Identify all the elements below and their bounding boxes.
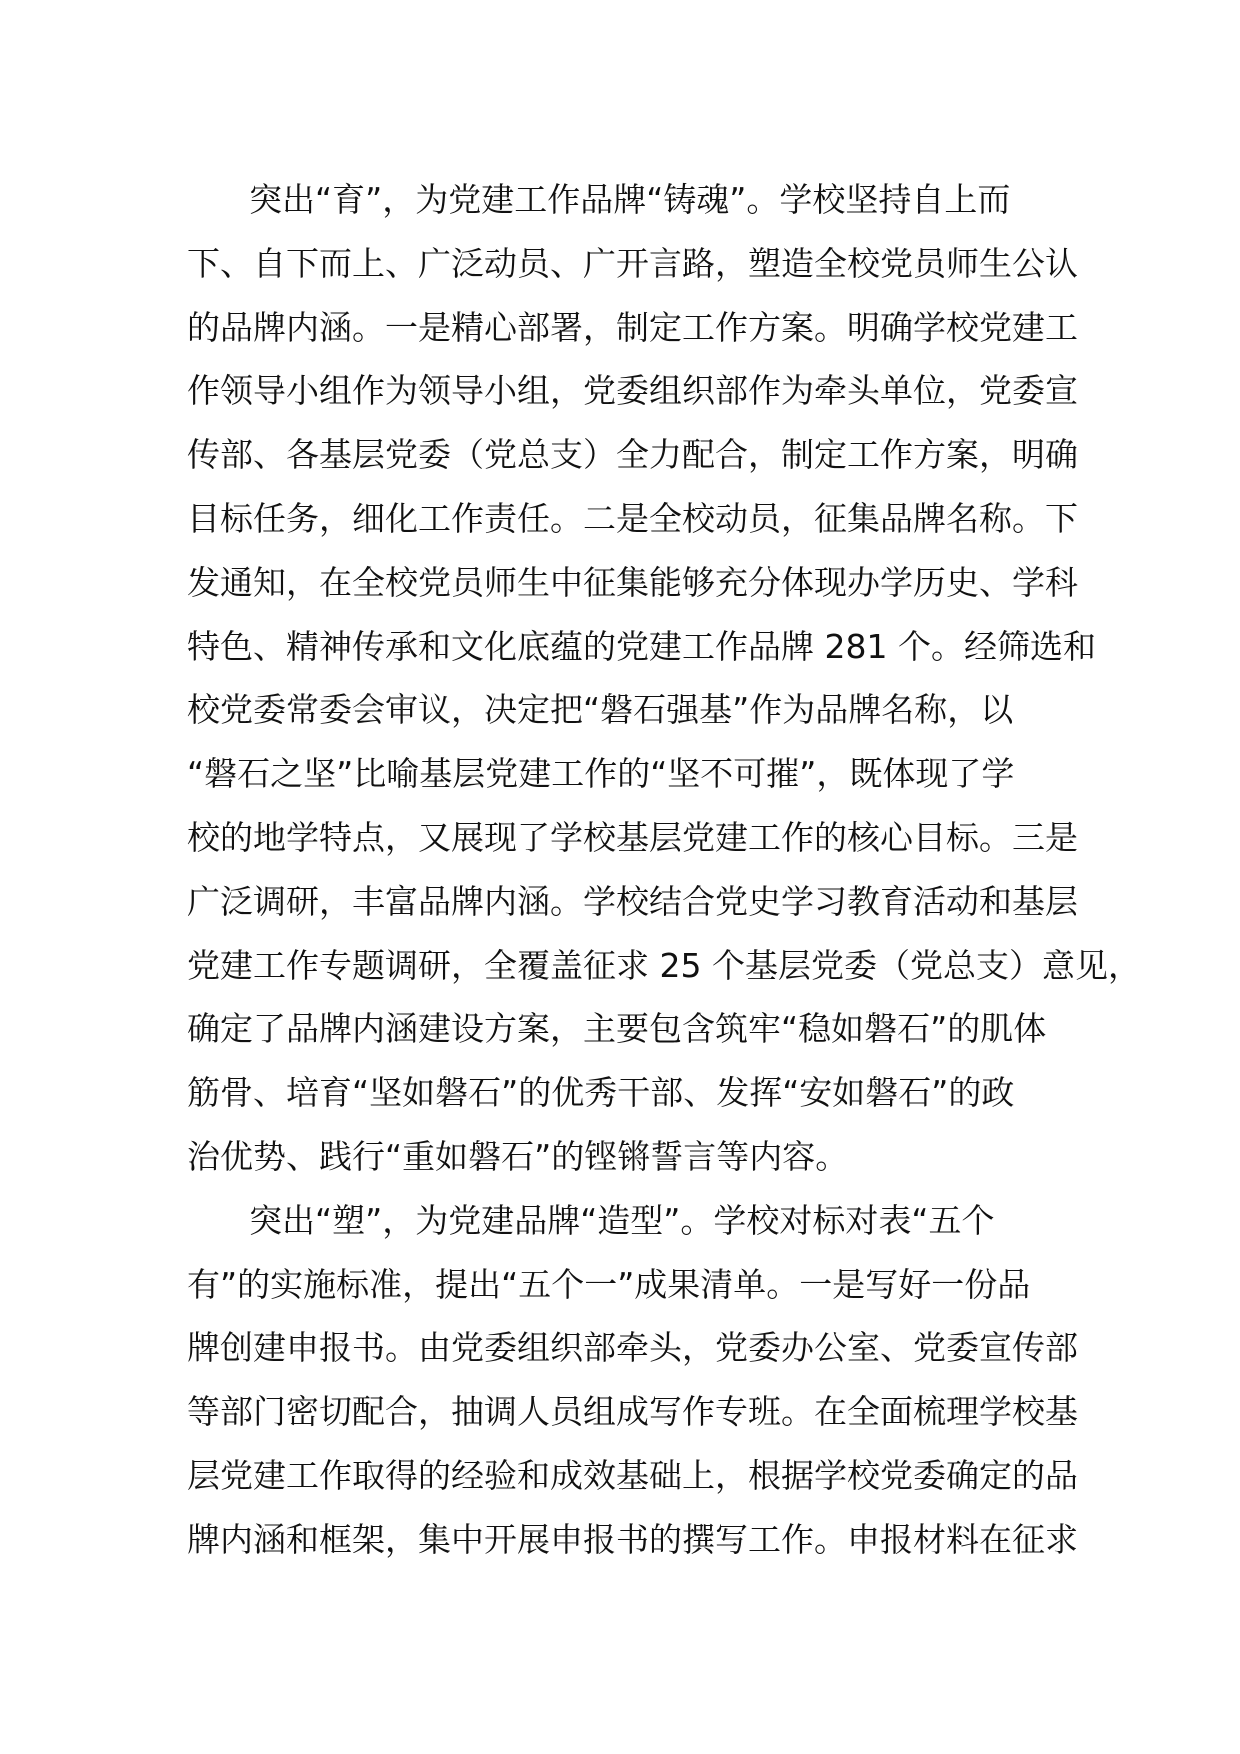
paragraph-1	[187, 168, 1141, 1189]
paragraph-line: 校的地学特点，又展现了学校基层党建工作的核心目标。三是	[187, 817, 1078, 857]
paragraph-line: 牌创建申报书。由党委组织部牵头，党委办公室、党委宣传部	[187, 1328, 1078, 1368]
paragraph-line: 校党委常委会审议，决定把“磐石强基”作为品牌名称，以	[187, 690, 1014, 730]
paragraph-line: 的品牌内涵。一是精心部署，制定工作方案。明确学校党建工	[187, 307, 1078, 347]
paragraph-line: 作领导小组作为领导小组，党委组织部作为牵头单位，党委宣	[187, 371, 1078, 411]
paragraph-line: “磐石之坚”比喻基层党建工作的“坚不可摧”，既体现了学	[187, 754, 1015, 794]
paragraph-line: 突出“育”，为党建工作品牌“铸魂”。学校坚持自上而	[249, 180, 1011, 219]
paragraph-line: 层党建工作取得的经验和成效基础上，根据学校党委确定的品	[187, 1455, 1078, 1495]
paragraph-line: 下、自下而上、广泛动员、广开言路，塑造全校党员师生公认	[187, 243, 1078, 283]
paragraph-line: 牌内涵和框架，集中开展申报书的撰写工作。申报材料在征求	[187, 1519, 1078, 1559]
paragraph-2	[187, 1189, 1087, 1572]
paragraph-line: 突出“塑”，为党建品牌“造型”。学校对标对表“五个	[249, 1200, 995, 1240]
paragraph-line: 特色、精神传承和文化底蕴的党建工作品牌 281 个。经筛选和	[187, 626, 1096, 666]
paragraph-line: 治优势、践行“重如磐石”的铿锵誓言等内容。	[187, 1136, 849, 1176]
paragraph-line: 传部、各基层党委（党总支）全力配合，制定工作方案，明确	[187, 435, 1078, 475]
paragraph-line: 目标任务，细化工作责任。二是全校动员，征集品牌名称。下	[187, 498, 1078, 538]
paragraph-line: 党建工作专题调研，全覆盖征求 25 个基层党委（党总支）意见，	[187, 945, 1141, 985]
paragraph-line: 广泛调研，丰富品牌内涵。学校结合党史学习教育活动和基层	[187, 881, 1078, 921]
paragraph-line: 确定了品牌内涵建设方案，主要包含筑牢“稳如磐石”的肌体	[187, 1009, 1047, 1049]
paragraph-line: 等部门密切配合，抽调人员组成写作专班。在全面梳理学校基	[187, 1392, 1078, 1432]
body-text	[187, 168, 1141, 1572]
paragraph-line: 筋骨、培育“坚如磐石”的优秀干部、发挥“安如磐石”的政	[187, 1073, 1015, 1113]
paragraph-line: 发通知，在全校党员师生中征集能够充分体现办学历史、学科	[187, 562, 1078, 602]
paragraph-line: 有”的实施标准，提出“五个一”成果清单。一是写好一份品	[187, 1264, 1031, 1304]
